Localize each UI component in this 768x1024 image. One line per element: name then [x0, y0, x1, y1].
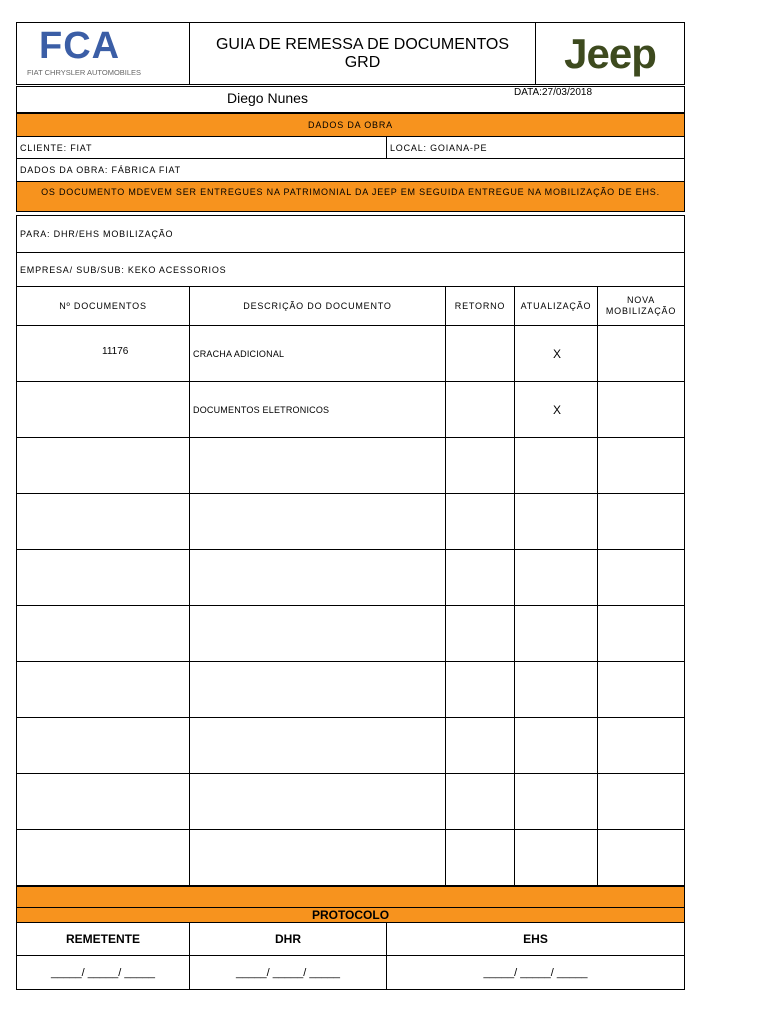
- col-header-descricao: DESCRIÇÃO DO DOCUMENTO: [189, 286, 446, 326]
- doc-description-cell: [189, 437, 446, 494]
- protocol-title: PROTOCOLO: [16, 907, 685, 923]
- jeep-logo: Jeep: [564, 29, 656, 77]
- para-field: PARA: DHR/EHS MOBILIZAÇÃO: [16, 215, 685, 253]
- doc-number-cell: [16, 773, 190, 830]
- doc-nova-mobilizacao-cell: [597, 325, 685, 382]
- doc-nova-mobilizacao-cell: [597, 549, 685, 606]
- doc-nova-mobilizacao-cell: [597, 717, 685, 774]
- header-logo-right-cell: [535, 22, 685, 85]
- doc-description-cell: [189, 829, 446, 886]
- doc-description-cell: DOCUMENTOS ELETRONICOS: [189, 381, 446, 438]
- protocol-date-remetente[interactable]: _____/ _____/ _____: [16, 955, 190, 990]
- doc-number-cell: 11176: [16, 325, 190, 382]
- local-field: LOCAL: GOIANA-PE: [386, 136, 685, 159]
- doc-atualizacao-cell: [514, 773, 598, 830]
- doc-atualizacao-cell: [514, 493, 598, 550]
- dados-obra-field: DADOS DA OBRA: FÁBRICA FIAT: [16, 158, 685, 182]
- doc-number-cell: [16, 717, 190, 774]
- protocol-header-remetente: REMETENTE: [16, 922, 190, 956]
- col-header-nova-mobilizacao: NOVA MOBILIZAÇÃO: [597, 286, 685, 326]
- empresa-field: EMPRESA/ SUB/SUB: KEKO ACESSORIOS: [16, 252, 685, 287]
- doc-number-cell: [16, 381, 190, 438]
- doc-retorno-cell: [445, 549, 515, 606]
- fca-logo-subtitle: FIAT CHRYSLER AUTOMOBILES: [27, 68, 142, 77]
- document-date: DATA:27/03/2018: [514, 87, 593, 98]
- sender-name: Diego Nunes: [227, 90, 308, 106]
- doc-nova-mobilizacao-cell: [597, 661, 685, 718]
- doc-retorno-cell: [445, 661, 515, 718]
- doc-atualizacao-cell: [514, 605, 598, 662]
- protocol-header-ehs: EHS: [386, 922, 685, 956]
- sender-row: [16, 86, 685, 113]
- doc-nova-mobilizacao-cell: [597, 829, 685, 886]
- doc-description-cell: CRACHA ADICIONAL: [189, 325, 446, 382]
- protocol-header-dhr: DHR: [189, 922, 387, 956]
- doc-retorno-cell: [445, 605, 515, 662]
- doc-nova-mobilizacao-cell: [597, 605, 685, 662]
- doc-atualizacao-cell: X: [514, 325, 598, 382]
- doc-atualizacao-cell: [514, 829, 598, 886]
- doc-retorno-cell: [445, 773, 515, 830]
- doc-retorno-cell: [445, 437, 515, 494]
- col-header-numero: Nº DOCUMENTOS: [16, 286, 190, 326]
- cliente-field: CLIENTE: FIAT: [16, 136, 387, 159]
- doc-atualizacao-cell: X: [514, 381, 598, 438]
- doc-retorno-cell: [445, 381, 515, 438]
- doc-retorno-cell: [445, 493, 515, 550]
- header-logo-left-cell: [16, 22, 190, 85]
- protocol-date-ehs[interactable]: _____/ _____/ _____: [386, 955, 685, 990]
- col-header-atualizacao: ATUALIZAÇÃO: [514, 286, 598, 326]
- doc-nova-mobilizacao-cell: [597, 773, 685, 830]
- doc-number-cell: [16, 493, 190, 550]
- doc-description-cell: [189, 605, 446, 662]
- doc-atualizacao-cell: [514, 437, 598, 494]
- doc-description-cell: [189, 773, 446, 830]
- doc-nova-mobilizacao-cell: [597, 493, 685, 550]
- doc-description-cell: [189, 549, 446, 606]
- doc-number-cell: [16, 437, 190, 494]
- doc-retorno-cell: [445, 829, 515, 886]
- doc-nova-mobilizacao-cell: [597, 381, 685, 438]
- doc-number-cell: [16, 829, 190, 886]
- doc-atualizacao-cell: [514, 717, 598, 774]
- doc-retorno-cell: [445, 325, 515, 382]
- doc-description-cell: [189, 717, 446, 774]
- document-subtitle: GRD: [344, 53, 381, 71]
- doc-number-cell: [16, 605, 190, 662]
- doc-description-cell: [189, 493, 446, 550]
- fca-logo: FCA: [39, 25, 121, 67]
- col-header-retorno: RETORNO: [445, 286, 515, 326]
- doc-number-cell: [16, 661, 190, 718]
- doc-nova-mobilizacao-cell: [597, 437, 685, 494]
- document-title: GUIA DE REMESSA DE DOCUMENTOS: [215, 35, 510, 53]
- doc-description-cell: [189, 661, 446, 718]
- dados-obra-header: DADOS DA OBRA: [16, 113, 685, 137]
- header-title-cell: [189, 22, 536, 85]
- delivery-notice: OS DOCUMENTO MDEVEM SER ENTREGUES NA PATRIMONIAL DA JEEP EM SEGUIDA ENTREGUE NA MOBILIZAÇÃO DE EHS.: [16, 181, 685, 212]
- doc-retorno-cell: [445, 717, 515, 774]
- protocol-spacer-bar: [16, 886, 685, 908]
- doc-number-cell: [16, 549, 190, 606]
- doc-atualizacao-cell: [514, 661, 598, 718]
- protocol-date-dhr[interactable]: _____/ _____/ _____: [189, 955, 387, 990]
- doc-atualizacao-cell: [514, 549, 598, 606]
